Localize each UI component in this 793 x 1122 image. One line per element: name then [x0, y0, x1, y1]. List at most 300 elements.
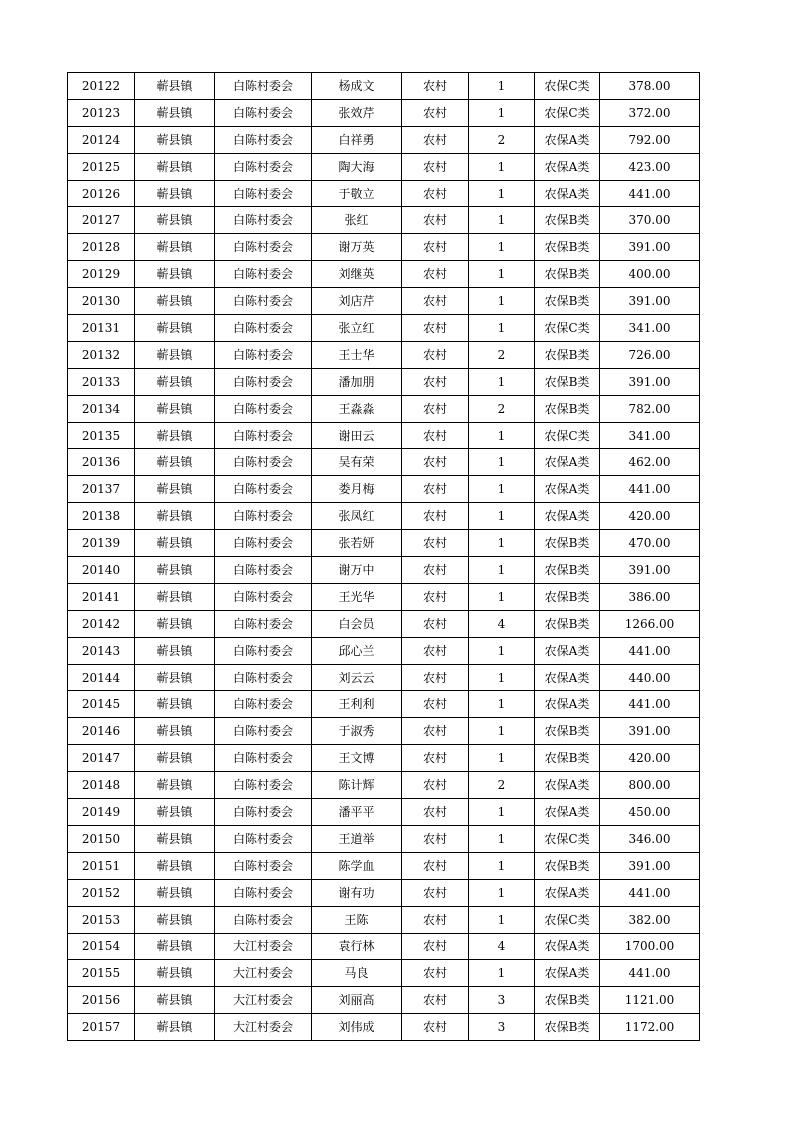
town-cell: 蕲县镇 — [135, 852, 215, 879]
record-id-cell: 20141 — [68, 583, 135, 610]
amount-cell: 391.00 — [600, 234, 700, 261]
name-cell: 张凤红 — [312, 503, 402, 530]
amount-cell: 391.00 — [600, 852, 700, 879]
name-cell: 王道举 — [312, 825, 402, 852]
insurance-category-cell: 农保B类 — [535, 987, 600, 1014]
person-count-cell: 3 — [469, 987, 535, 1014]
amount-cell: 391.00 — [600, 288, 700, 315]
insurance-category-cell: 农保C类 — [535, 422, 600, 449]
household-type-cell: 农村 — [402, 610, 469, 637]
village-committee-cell: 白陈村委会 — [215, 395, 312, 422]
table-row — [68, 664, 700, 691]
table-row — [68, 368, 700, 395]
village-committee-cell: 白陈村委会 — [215, 879, 312, 906]
village-committee-cell: 白陈村委会 — [215, 180, 312, 207]
village-committee-cell: 白陈村委会 — [215, 664, 312, 691]
name-cell: 潘加朋 — [312, 368, 402, 395]
household-type-cell: 农村 — [402, 180, 469, 207]
household-type-cell: 农村 — [402, 207, 469, 234]
insurance-category-cell: 农保B类 — [535, 288, 600, 315]
insurance-category-cell: 农保B类 — [535, 341, 600, 368]
village-committee-cell: 白陈村委会 — [215, 852, 312, 879]
record-id-cell: 20138 — [68, 503, 135, 530]
insurance-category-cell: 农保A类 — [535, 664, 600, 691]
name-cell: 于敬立 — [312, 180, 402, 207]
table-row — [68, 987, 700, 1014]
insurance-category-cell: 农保A类 — [535, 126, 600, 153]
village-committee-cell: 白陈村委会 — [215, 799, 312, 826]
amount-cell: 782.00 — [600, 395, 700, 422]
name-cell: 吴有荣 — [312, 449, 402, 476]
table-row — [68, 341, 700, 368]
insurance-category-cell: 农保A类 — [535, 449, 600, 476]
town-cell: 蕲县镇 — [135, 530, 215, 557]
record-id-cell: 20139 — [68, 530, 135, 557]
table-row — [68, 449, 700, 476]
town-cell: 蕲县镇 — [135, 906, 215, 933]
town-cell: 蕲县镇 — [135, 1014, 215, 1041]
town-cell: 蕲县镇 — [135, 341, 215, 368]
record-id-cell: 20130 — [68, 288, 135, 315]
amount-cell: 470.00 — [600, 530, 700, 557]
name-cell: 邱心兰 — [312, 637, 402, 664]
record-id-cell: 20136 — [68, 449, 135, 476]
table-row — [68, 395, 700, 422]
record-id-cell: 20149 — [68, 799, 135, 826]
name-cell: 潘平平 — [312, 799, 402, 826]
village-committee-cell: 白陈村委会 — [215, 610, 312, 637]
household-type-cell: 农村 — [402, 960, 469, 987]
town-cell: 蕲县镇 — [135, 476, 215, 503]
person-count-cell: 1 — [469, 557, 535, 584]
person-count-cell: 2 — [469, 772, 535, 799]
town-cell: 蕲县镇 — [135, 126, 215, 153]
name-cell: 谢有功 — [312, 879, 402, 906]
record-id-cell: 20148 — [68, 772, 135, 799]
person-count-cell: 1 — [469, 745, 535, 772]
table-row — [68, 234, 700, 261]
person-count-cell: 1 — [469, 234, 535, 261]
roster-table — [67, 72, 700, 1041]
record-id-cell: 20155 — [68, 960, 135, 987]
amount-cell: 382.00 — [600, 906, 700, 933]
insurance-category-cell: 农保A类 — [535, 691, 600, 718]
name-cell: 陈计辉 — [312, 772, 402, 799]
name-cell: 杨成文 — [312, 73, 402, 100]
record-id-cell: 20131 — [68, 315, 135, 342]
household-type-cell: 农村 — [402, 799, 469, 826]
household-type-cell: 农村 — [402, 422, 469, 449]
record-id-cell: 20126 — [68, 180, 135, 207]
record-id-cell: 20145 — [68, 691, 135, 718]
amount-cell: 441.00 — [600, 691, 700, 718]
name-cell: 张立红 — [312, 315, 402, 342]
household-type-cell: 农村 — [402, 315, 469, 342]
table-row — [68, 1014, 700, 1041]
person-count-cell: 1 — [469, 960, 535, 987]
village-committee-cell: 大江村委会 — [215, 933, 312, 960]
village-committee-cell: 白陈村委会 — [215, 73, 312, 100]
town-cell: 蕲县镇 — [135, 718, 215, 745]
town-cell: 蕲县镇 — [135, 637, 215, 664]
household-type-cell: 农村 — [402, 879, 469, 906]
insurance-category-cell: 农保B类 — [535, 557, 600, 584]
record-id-cell: 20124 — [68, 126, 135, 153]
insurance-category-cell: 农保A类 — [535, 503, 600, 530]
name-cell: 谢万英 — [312, 234, 402, 261]
amount-cell: 420.00 — [600, 503, 700, 530]
village-committee-cell: 大江村委会 — [215, 987, 312, 1014]
table-row — [68, 530, 700, 557]
record-id-cell: 20129 — [68, 261, 135, 288]
insurance-category-cell: 农保A类 — [535, 476, 600, 503]
name-cell: 王淼淼 — [312, 395, 402, 422]
village-committee-cell: 白陈村委会 — [215, 99, 312, 126]
table-row — [68, 315, 700, 342]
village-committee-cell: 白陈村委会 — [215, 557, 312, 584]
household-type-cell: 农村 — [402, 664, 469, 691]
amount-cell: 1266.00 — [600, 610, 700, 637]
household-type-cell: 农村 — [402, 341, 469, 368]
village-committee-cell: 白陈村委会 — [215, 234, 312, 261]
household-type-cell: 农村 — [402, 476, 469, 503]
person-count-cell: 1 — [469, 476, 535, 503]
insurance-category-cell: 农保B类 — [535, 745, 600, 772]
household-type-cell: 农村 — [402, 73, 469, 100]
amount-cell: 370.00 — [600, 207, 700, 234]
insurance-category-cell: 农保B类 — [535, 261, 600, 288]
person-count-cell: 1 — [469, 637, 535, 664]
town-cell: 蕲县镇 — [135, 933, 215, 960]
town-cell: 蕲县镇 — [135, 73, 215, 100]
record-id-cell: 20133 — [68, 368, 135, 395]
person-count-cell: 1 — [469, 825, 535, 852]
person-count-cell: 1 — [469, 368, 535, 395]
name-cell: 刘丽高 — [312, 987, 402, 1014]
amount-cell: 462.00 — [600, 449, 700, 476]
insurance-category-cell: 农保A类 — [535, 879, 600, 906]
name-cell: 王利利 — [312, 691, 402, 718]
household-type-cell: 农村 — [402, 503, 469, 530]
household-type-cell: 农村 — [402, 234, 469, 261]
person-count-cell: 2 — [469, 126, 535, 153]
town-cell: 蕲县镇 — [135, 503, 215, 530]
name-cell: 王士华 — [312, 341, 402, 368]
household-type-cell: 农村 — [402, 261, 469, 288]
town-cell: 蕲县镇 — [135, 987, 215, 1014]
amount-cell: 420.00 — [600, 745, 700, 772]
roster-table-body — [68, 73, 700, 1041]
record-id-cell: 20147 — [68, 745, 135, 772]
insurance-category-cell: 农保C类 — [535, 73, 600, 100]
table-row — [68, 153, 700, 180]
village-committee-cell: 白陈村委会 — [215, 530, 312, 557]
person-count-cell: 1 — [469, 718, 535, 745]
amount-cell: 423.00 — [600, 153, 700, 180]
village-committee-cell: 白陈村委会 — [215, 906, 312, 933]
village-committee-cell: 白陈村委会 — [215, 583, 312, 610]
town-cell: 蕲县镇 — [135, 691, 215, 718]
amount-cell: 441.00 — [600, 879, 700, 906]
table-row — [68, 583, 700, 610]
name-cell: 张若妍 — [312, 530, 402, 557]
record-id-cell: 20157 — [68, 1014, 135, 1041]
village-committee-cell: 白陈村委会 — [215, 449, 312, 476]
town-cell: 蕲县镇 — [135, 583, 215, 610]
person-count-cell: 1 — [469, 583, 535, 610]
amount-cell: 341.00 — [600, 315, 700, 342]
town-cell: 蕲县镇 — [135, 422, 215, 449]
village-committee-cell: 白陈村委会 — [215, 315, 312, 342]
household-type-cell: 农村 — [402, 368, 469, 395]
household-type-cell: 农村 — [402, 825, 469, 852]
table-row — [68, 99, 700, 126]
insurance-category-cell: 农保B类 — [535, 610, 600, 637]
amount-cell: 440.00 — [600, 664, 700, 691]
insurance-category-cell: 农保B类 — [535, 530, 600, 557]
person-count-cell: 1 — [469, 664, 535, 691]
amount-cell: 391.00 — [600, 718, 700, 745]
village-committee-cell: 白陈村委会 — [215, 422, 312, 449]
table-row — [68, 960, 700, 987]
household-type-cell: 农村 — [402, 153, 469, 180]
record-id-cell: 20156 — [68, 987, 135, 1014]
household-type-cell: 农村 — [402, 557, 469, 584]
household-type-cell: 农村 — [402, 906, 469, 933]
table-row — [68, 906, 700, 933]
table-row — [68, 933, 700, 960]
village-committee-cell: 白陈村委会 — [215, 503, 312, 530]
insurance-category-cell: 农保B类 — [535, 234, 600, 261]
town-cell: 蕲县镇 — [135, 288, 215, 315]
name-cell: 陈学血 — [312, 852, 402, 879]
table-row — [68, 126, 700, 153]
name-cell: 谢田云 — [312, 422, 402, 449]
village-committee-cell: 白陈村委会 — [215, 341, 312, 368]
table-row — [68, 745, 700, 772]
record-id-cell: 20151 — [68, 852, 135, 879]
insurance-category-cell: 农保B类 — [535, 1014, 600, 1041]
town-cell: 蕲县镇 — [135, 745, 215, 772]
name-cell: 王文博 — [312, 745, 402, 772]
person-count-cell: 2 — [469, 341, 535, 368]
household-type-cell: 农村 — [402, 530, 469, 557]
table-row — [68, 476, 700, 503]
table-row — [68, 879, 700, 906]
household-type-cell: 农村 — [402, 637, 469, 664]
insurance-category-cell: 农保B类 — [535, 368, 600, 395]
name-cell: 刘继英 — [312, 261, 402, 288]
person-count-cell: 3 — [469, 1014, 535, 1041]
village-committee-cell: 白陈村委会 — [215, 261, 312, 288]
village-committee-cell: 白陈村委会 — [215, 825, 312, 852]
household-type-cell: 农村 — [402, 745, 469, 772]
person-count-cell: 1 — [469, 906, 535, 933]
amount-cell: 391.00 — [600, 368, 700, 395]
household-type-cell: 农村 — [402, 395, 469, 422]
record-id-cell: 20125 — [68, 153, 135, 180]
insurance-category-cell: 农保B类 — [535, 718, 600, 745]
amount-cell: 400.00 — [600, 261, 700, 288]
household-type-cell: 农村 — [402, 449, 469, 476]
town-cell: 蕲县镇 — [135, 261, 215, 288]
person-count-cell: 1 — [469, 530, 535, 557]
table-row — [68, 557, 700, 584]
record-id-cell: 20122 — [68, 73, 135, 100]
record-id-cell: 20144 — [68, 664, 135, 691]
amount-cell: 441.00 — [600, 960, 700, 987]
table-row — [68, 261, 700, 288]
town-cell: 蕲县镇 — [135, 368, 215, 395]
record-id-cell: 20152 — [68, 879, 135, 906]
village-committee-cell: 白陈村委会 — [215, 637, 312, 664]
table-row — [68, 799, 700, 826]
insurance-category-cell: 农保C类 — [535, 906, 600, 933]
insurance-category-cell: 农保C类 — [535, 99, 600, 126]
town-cell: 蕲县镇 — [135, 557, 215, 584]
table-row — [68, 718, 700, 745]
insurance-category-cell: 农保B类 — [535, 395, 600, 422]
village-committee-cell: 白陈村委会 — [215, 126, 312, 153]
name-cell: 白会员 — [312, 610, 402, 637]
town-cell: 蕲县镇 — [135, 879, 215, 906]
amount-cell: 800.00 — [600, 772, 700, 799]
amount-cell: 386.00 — [600, 583, 700, 610]
person-count-cell: 1 — [469, 852, 535, 879]
amount-cell: 1172.00 — [600, 1014, 700, 1041]
town-cell: 蕲县镇 — [135, 315, 215, 342]
table-row — [68, 180, 700, 207]
table-row — [68, 610, 700, 637]
amount-cell: 341.00 — [600, 422, 700, 449]
record-id-cell: 20142 — [68, 610, 135, 637]
person-count-cell: 1 — [469, 180, 535, 207]
household-type-cell: 农村 — [402, 718, 469, 745]
household-type-cell: 农村 — [402, 1014, 469, 1041]
table-row — [68, 825, 700, 852]
household-type-cell: 农村 — [402, 852, 469, 879]
person-count-cell: 1 — [469, 261, 535, 288]
insurance-category-cell: 农保A类 — [535, 960, 600, 987]
amount-cell: 441.00 — [600, 180, 700, 207]
village-committee-cell: 白陈村委会 — [215, 368, 312, 395]
name-cell: 王光华 — [312, 583, 402, 610]
household-type-cell: 农村 — [402, 99, 469, 126]
household-type-cell: 农村 — [402, 772, 469, 799]
town-cell: 蕲县镇 — [135, 395, 215, 422]
insurance-category-cell: 农保A类 — [535, 799, 600, 826]
insurance-category-cell: 农保A类 — [535, 772, 600, 799]
town-cell: 蕲县镇 — [135, 664, 215, 691]
record-id-cell: 20143 — [68, 637, 135, 664]
person-count-cell: 1 — [469, 73, 535, 100]
record-id-cell: 20154 — [68, 933, 135, 960]
name-cell: 袁行林 — [312, 933, 402, 960]
table-row — [68, 852, 700, 879]
town-cell: 蕲县镇 — [135, 99, 215, 126]
person-count-cell: 4 — [469, 610, 535, 637]
town-cell: 蕲县镇 — [135, 153, 215, 180]
insurance-category-cell: 农保A类 — [535, 153, 600, 180]
household-type-cell: 农村 — [402, 288, 469, 315]
town-cell: 蕲县镇 — [135, 449, 215, 476]
name-cell: 刘伟成 — [312, 1014, 402, 1041]
person-count-cell: 1 — [469, 503, 535, 530]
person-count-cell: 1 — [469, 691, 535, 718]
amount-cell: 441.00 — [600, 637, 700, 664]
name-cell: 于淑秀 — [312, 718, 402, 745]
insurance-category-cell: 农保B类 — [535, 583, 600, 610]
town-cell: 蕲县镇 — [135, 610, 215, 637]
insurance-category-cell: 农保B类 — [535, 852, 600, 879]
insurance-category-cell: 农保A类 — [535, 933, 600, 960]
amount-cell: 391.00 — [600, 557, 700, 584]
name-cell: 娄月梅 — [312, 476, 402, 503]
village-committee-cell: 大江村委会 — [215, 960, 312, 987]
table-row — [68, 422, 700, 449]
insurance-category-cell: 农保B类 — [535, 207, 600, 234]
amount-cell: 441.00 — [600, 476, 700, 503]
person-count-cell: 1 — [469, 207, 535, 234]
amount-cell: 450.00 — [600, 799, 700, 826]
table-row — [68, 691, 700, 718]
amount-cell: 726.00 — [600, 341, 700, 368]
village-committee-cell: 白陈村委会 — [215, 207, 312, 234]
amount-cell: 792.00 — [600, 126, 700, 153]
record-id-cell: 20132 — [68, 341, 135, 368]
person-count-cell: 1 — [469, 153, 535, 180]
village-committee-cell: 白陈村委会 — [215, 153, 312, 180]
insurance-category-cell: 农保A类 — [535, 180, 600, 207]
town-cell: 蕲县镇 — [135, 772, 215, 799]
town-cell: 蕲县镇 — [135, 960, 215, 987]
village-committee-cell: 白陈村委会 — [215, 772, 312, 799]
insurance-category-cell: 农保C类 — [535, 315, 600, 342]
table-row — [68, 73, 700, 100]
name-cell: 白祥勇 — [312, 126, 402, 153]
amount-cell: 378.00 — [600, 73, 700, 100]
table-row — [68, 637, 700, 664]
table-row — [68, 288, 700, 315]
record-id-cell: 20140 — [68, 557, 135, 584]
town-cell: 蕲县镇 — [135, 207, 215, 234]
town-cell: 蕲县镇 — [135, 799, 215, 826]
record-id-cell: 20150 — [68, 825, 135, 852]
name-cell: 刘云云 — [312, 664, 402, 691]
town-cell: 蕲县镇 — [135, 234, 215, 261]
name-cell: 张红 — [312, 207, 402, 234]
person-count-cell: 1 — [469, 449, 535, 476]
household-type-cell: 农村 — [402, 691, 469, 718]
amount-cell: 1121.00 — [600, 987, 700, 1014]
record-id-cell: 20134 — [68, 395, 135, 422]
record-id-cell: 20146 — [68, 718, 135, 745]
name-cell: 王陈 — [312, 906, 402, 933]
record-id-cell: 20123 — [68, 99, 135, 126]
household-type-cell: 农村 — [402, 126, 469, 153]
record-id-cell: 20128 — [68, 234, 135, 261]
person-count-cell: 1 — [469, 879, 535, 906]
town-cell: 蕲县镇 — [135, 825, 215, 852]
name-cell: 谢万中 — [312, 557, 402, 584]
table-row — [68, 503, 700, 530]
record-id-cell: 20153 — [68, 906, 135, 933]
village-committee-cell: 白陈村委会 — [215, 288, 312, 315]
person-count-cell: 1 — [469, 799, 535, 826]
household-type-cell: 农村 — [402, 583, 469, 610]
name-cell: 马良 — [312, 960, 402, 987]
household-type-cell: 农村 — [402, 933, 469, 960]
